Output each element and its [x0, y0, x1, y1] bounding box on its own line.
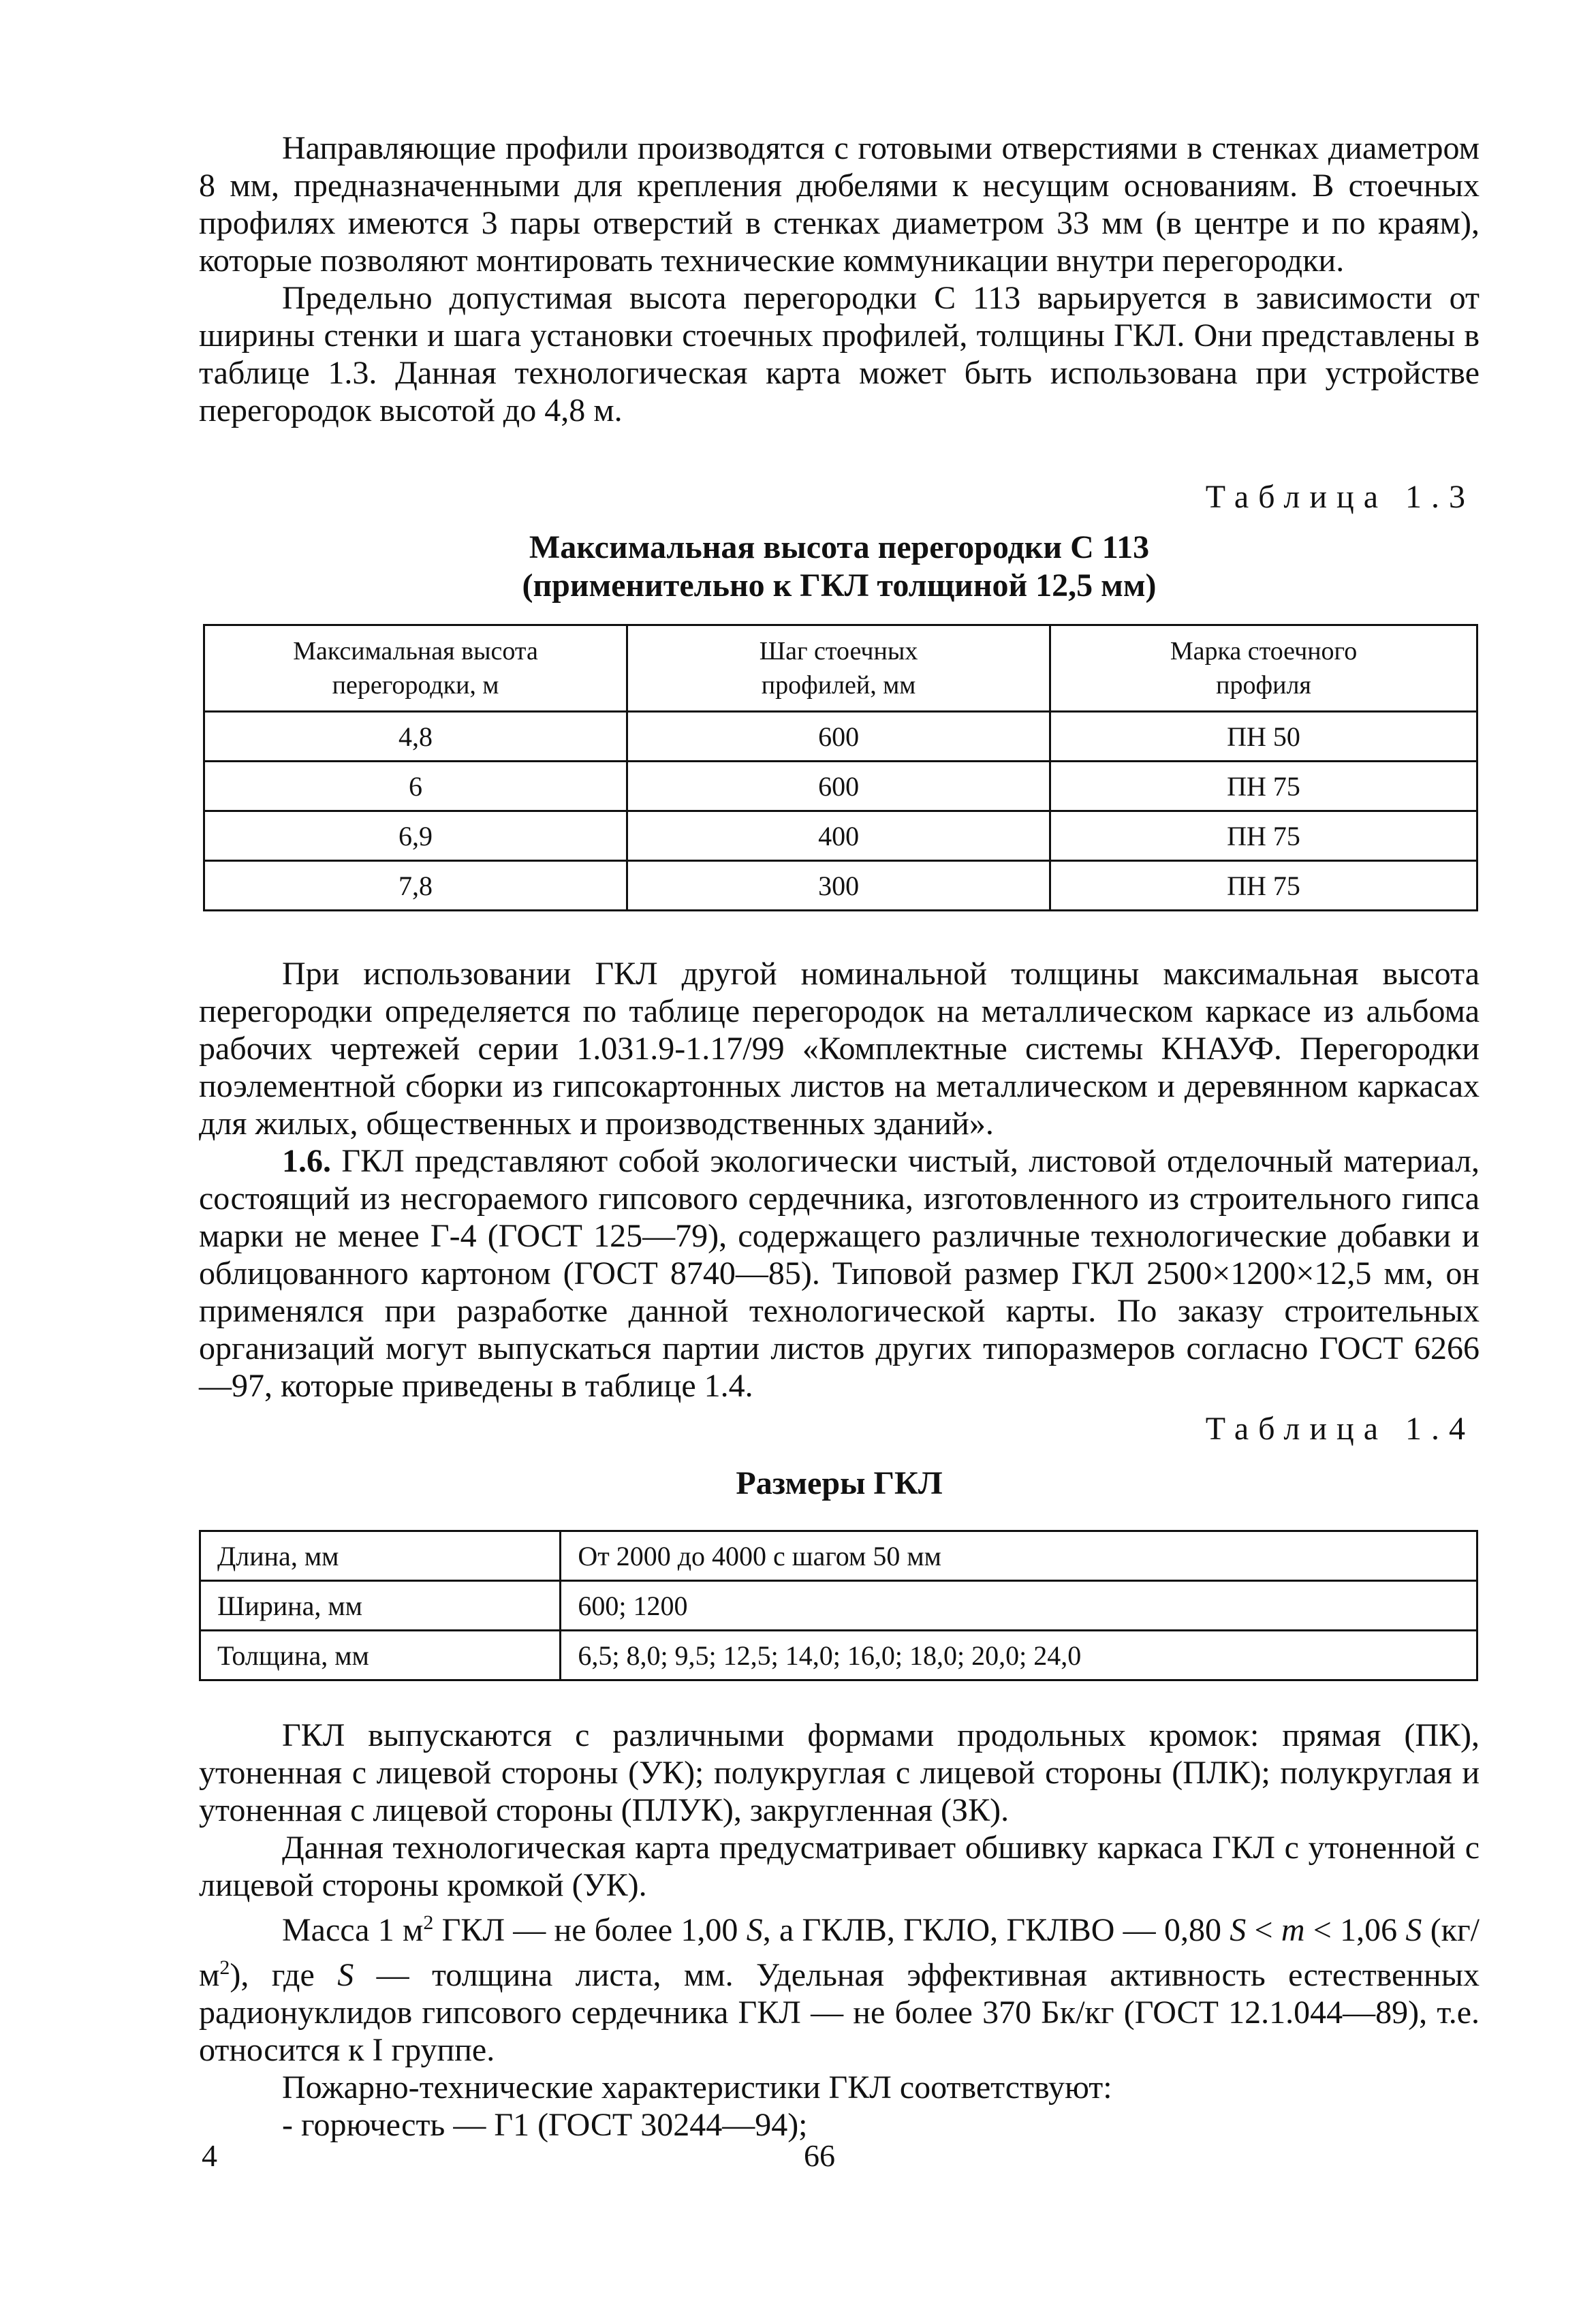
table-1-4-title: Размеры ГКЛ: [736, 1465, 943, 1501]
text-run: (кг/м: [199, 1912, 1480, 1993]
header-text: Максимальная высота: [293, 637, 538, 666]
table-cell: ПН 50: [1050, 712, 1477, 762]
table-cell: ПН 75: [1050, 762, 1477, 811]
table-row: [200, 1531, 1477, 1581]
text-run: Масса 1 м: [282, 1912, 424, 1948]
table-1-3-header-row: [204, 625, 1477, 712]
paragraph-max-height: Предельно допустимая высота перегородки С 113 варьируется в зависимости от ширины стенки и шага установки стоечных профилей, толщины ГКЛ. Они представлены в таблице 1.3. Данная технологическая карта может быть использована при устройстве перегородок высотой до 4,8 м.: [199, 280, 1480, 428]
table-cell: 4,8: [204, 712, 627, 762]
table-1-4: [199, 1530, 1478, 1681]
text-run: < 1,06: [1304, 1912, 1406, 1948]
table-1-4-label: Таблица 1.4: [1205, 1411, 1475, 1447]
table-cell: От 2000 до 4000 с шагом 50 мм: [561, 1531, 1477, 1581]
intro-text: [199, 129, 1480, 429]
table-row: [204, 762, 1477, 811]
superscript: 2: [423, 1911, 434, 1934]
text-run: <: [1246, 1912, 1281, 1948]
table-cell: Длина, мм: [200, 1531, 561, 1581]
section-text: ГКЛ представляют собой экологически чистый, листовой отделочный материал, состоящий из несгораемого гипсового сердечника, изготовленного из строительного гипса марки не менее Г-4 (ГОСТ 125—79), содержащего различные технологические добавки и облицованного картоном (ГОСТ 8740—85). Типовой размер ГКЛ 2500×1200×12,5 мм, он применялся при разработке данной технологической карты. По заказу строительных организаций могут выпускаться партии листов других типоразмеров согласно ГОСТ 6266—97, которые приведены в таблице 1.4.: [199, 1143, 1480, 1404]
variable-s: S: [1230, 1912, 1247, 1948]
table-row: [204, 712, 1477, 762]
text-run: — толщина листа, мм. Удельная эффективная активность естественных радионуклидов гипсового сердечника ГКЛ — не более 370 Бк/кг (ГОСТ 12.1.044—89), т.е. относится к I группе.: [199, 1957, 1480, 2068]
paragraph-guide-profiles: Направляющие профили производятся с готовыми отверстиями в стенках диаметром 8 мм, предназначенными для крепления дюбелями к несущим основаниям. В стоечных профилях имеются 3 пары отверстий в стенках диаметром 33 мм (в центре и по краям), которые позволяют монтировать технические коммуникации внутри перегородки.: [199, 130, 1480, 279]
text-run: ГКЛ — не более 1,00: [433, 1912, 747, 1948]
table-1-3-label: Таблица 1.3: [1205, 479, 1475, 515]
footer-left-number: 4: [202, 2138, 217, 2173]
table-cell: 7,8: [204, 861, 627, 911]
text-run: ), где: [230, 1957, 338, 1993]
paragraph-mass: [199, 1904, 1480, 2069]
table-cell: 600; 1200: [561, 1581, 1477, 1631]
header-cell-profile-mark: [1050, 625, 1477, 712]
table-cell: 6,9: [204, 811, 627, 861]
paragraph-other-thickness: При использовании ГКЛ другой номинальной толщины максимальная высота перегородки определяется по таблице перегородок на металлическом каркасе из альбома рабочих чертежей серии 1.031.9-1.17/99 «Комплектные системы КНАУФ. Перегородки поэлементной сборки из гипсокартонных листов на металлическом и деревянном каркасах для жилых, общественных и производственных зданий».: [199, 956, 1480, 1142]
table-cell: 6: [204, 762, 627, 811]
table-row: [204, 861, 1477, 911]
page-number: 66: [804, 2138, 835, 2173]
paragraph-section-1-6: [199, 1142, 1480, 1405]
table-row: [204, 811, 1477, 861]
variable-m: m: [1281, 1912, 1305, 1948]
header-text: Шаг стоечных: [759, 637, 918, 666]
superscript: 2: [219, 1956, 230, 1979]
header-text: Марка стоечного: [1170, 637, 1358, 666]
bottom-text: [199, 1717, 1480, 2144]
variable-s: S: [1405, 1912, 1422, 1948]
table-1-3-title-line1: Максимальная высота перегородки С 113: [529, 529, 1150, 565]
table-cell: ПН 75: [1050, 861, 1477, 911]
paragraph-uk-edge: Данная технологическая карта предусматривает обшивку каркаса ГКЛ с утоненной с лицевой стороны кромкой (УК).: [199, 1830, 1480, 1903]
middle-text: [199, 955, 1480, 1405]
paragraph-edge-forms: ГКЛ выпускаются с различными формами продольных кромок: прямая (ПК), утоненная с лицевой стороны (УК); полукруглая с лицевой стороны (ПЛК); полукруглая и утоненная с лицевой стороны (ПЛУК), закругленная (ЗК).: [199, 1717, 1480, 1828]
variable-s: S: [746, 1912, 763, 1948]
text-run: , а ГКЛВ, ГКЛО, ГКЛВО — 0,80: [762, 1912, 1230, 1948]
header-cell-step: [627, 625, 1050, 712]
table-cell: 6,5; 8,0; 9,5; 12,5; 14,0; 16,0; 18,0; 20,0; 24,0: [561, 1631, 1477, 1680]
paragraph-flammability: - горючесть — Г1 (ГОСТ 30244—94);: [282, 2107, 808, 2143]
header-cell-max-height: [204, 625, 627, 712]
table-1-3-title: [199, 529, 1480, 605]
table-1-3-title-line2: (применительно к ГКЛ толщиной 12,5 мм): [522, 567, 1157, 604]
table-cell: Толщина, мм: [200, 1631, 561, 1680]
table-cell: 400: [627, 811, 1050, 861]
paragraph-fire-specs: Пожарно-технические характеристики ГКЛ соответствуют:: [282, 2069, 1112, 2106]
section-number: 1.6.: [282, 1143, 331, 1179]
table-cell: Ширина, мм: [200, 1581, 561, 1631]
table-cell: ПН 75: [1050, 811, 1477, 861]
table-row: [200, 1631, 1477, 1680]
header-text: профилей, мм: [761, 671, 916, 700]
table-cell: 600: [627, 762, 1050, 811]
header-text: перегородки, м: [332, 671, 499, 700]
table-cell: 600: [627, 712, 1050, 762]
variable-s: S: [337, 1957, 354, 1993]
table-row: [200, 1581, 1477, 1631]
table-cell: 300: [627, 861, 1050, 911]
table-1-3: [203, 624, 1478, 911]
header-text: профиля: [1216, 671, 1311, 700]
